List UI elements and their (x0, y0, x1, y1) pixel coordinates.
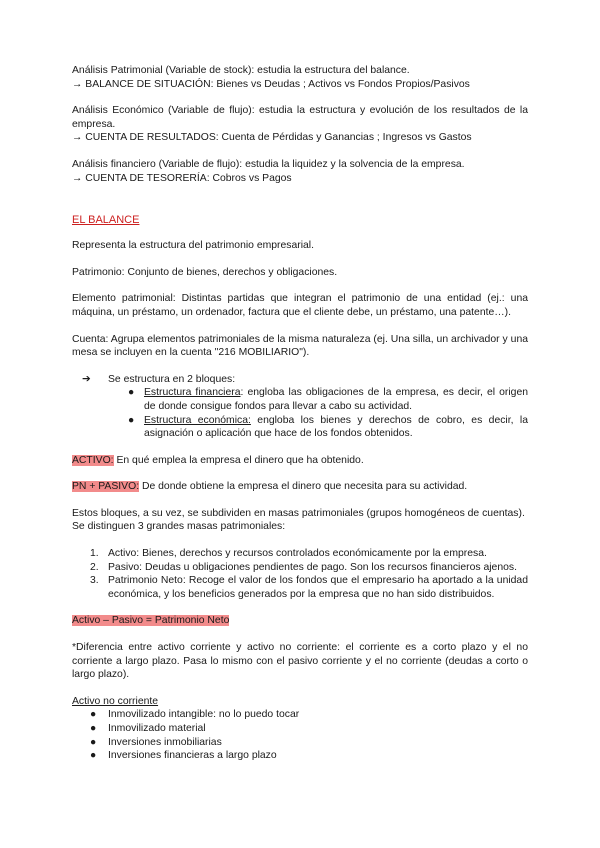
masas-intro: Estos bloques, a su vez, se subdividen en masas patrimoniales (grupos homogéneos de cuentas). Se distinguen 3 grandes masas patrimoniales: (72, 507, 525, 533)
list-item (72, 736, 528, 750)
bullet-icon: ● (128, 414, 135, 426)
list-item (72, 386, 528, 413)
section-heading-balance: EL BALANCE (72, 214, 140, 227)
arrow-icon: ➔ (82, 373, 91, 385)
list-item-text: Inversiones financieras a largo plazo (108, 750, 277, 762)
cuenta-resultados-line: → CUENTA DE RESULTADOS: Cuenta de Pérdidas y Ganancias ; Ingresos vs Gastos (72, 132, 472, 144)
document-page (72, 64, 528, 763)
estructura-economica-text: engloba los bienes y derechos de cobro, es decir, la asignación o aplicación que hace de los fondos obtenidos. (144, 414, 528, 440)
term-estructura-financiera: Estructura financiera (144, 387, 241, 399)
balance-representa: Representa la estructura del patrimonio empresarial. (72, 240, 314, 252)
analisis-financiero: Análisis financiero (Variable de flujo): estudia la liquidez y la solvencia de la empresa. (72, 158, 465, 170)
cuenta-tesoreria-line: → CUENTA DE TESORERÍA: Cobros vs Pagos (72, 172, 292, 184)
pn-pasivo-line (72, 480, 528, 494)
term-estructura-economica: Estructura económica: (144, 414, 251, 426)
activo-line (72, 454, 528, 468)
list-number: 1. (90, 548, 99, 560)
list-number: 2. (90, 561, 99, 573)
list-number: 3. (90, 575, 99, 587)
masa-text: Patrimonio Neto: Recoge el valor de los fondos que el empresario ha aportado a la unidad económica, y los beneficios generados por la empresa que no han sido distribuidos. (108, 575, 528, 600)
bloques-item (72, 373, 528, 387)
list-item-text: Inversiones inmobiliarias (108, 736, 222, 748)
list-item (72, 722, 528, 736)
definicion-elemento: Elemento patrimonial: Distintas partidas que integran el patrimonio de una entidad (ej.: una máquina, un préstamo, un ordenador, factura que el cliente debe, un préstamo, una patente…). (72, 293, 528, 318)
list-item-text: Inmovilizado intangible: no lo puedo tocar (108, 709, 300, 721)
bullet-icon: ● (128, 387, 135, 399)
list-item-text: Inmovilizado material (108, 723, 206, 734)
formula-line (72, 614, 528, 628)
activo-no-corriente-heading: Activo no corriente (72, 695, 159, 707)
estructura-financiera-text: : engloba las obligaciones de la empresa, es decir, el origen de donde consigue fondos para llevar a cabo su actividad. (144, 387, 528, 412)
masa-text: Activo: Bienes, derechos y recursos controlados económicamente por la empresa. (108, 548, 487, 560)
list-item (72, 749, 528, 763)
bullet-icon: ● (90, 723, 97, 734)
pn-pasivo-highlight: PN + PASIVO: (72, 481, 140, 493)
masas-list (72, 547, 528, 601)
bloques-list (72, 373, 528, 387)
estructura-list (72, 386, 528, 440)
balance-situacion-line: → BALANCE DE SITUACIÓN: Bienes vs Deudas ; Activos vs Fondos Propios/Pasivos (72, 78, 470, 90)
bullet-icon: ● (90, 750, 97, 762)
list-item (72, 574, 528, 601)
list-item (72, 547, 528, 561)
diferencia-nota: *Diferencia entre activo corriente y activo no corriente: el corriente es a corto plazo y el no corriente a largo plazo. Pasa lo mismo con el pasivo corriente y el no corriente (deudas a corto o largo plazo). (72, 642, 528, 681)
analisis-patrimonial: Análisis Patrimonial (Variable de stock): estudia la estructura del balance. (72, 65, 410, 76)
activo-highlight: ACTIVO: (72, 454, 114, 466)
masa-text: Pasivo: Deudas u obligaciones pendientes de pago. Son los recursos financieros ajenos. (108, 561, 517, 573)
bullet-icon: ● (90, 709, 97, 721)
bloques-label: Se estructura en 2 bloques: (108, 373, 236, 385)
bullet-icon: ● (90, 736, 97, 748)
pn-pasivo-text: De donde obtiene la empresa el dinero que necesita para su actividad. (139, 481, 468, 493)
activo-no-corriente-list (72, 708, 528, 762)
list-item (72, 414, 528, 441)
formula-highlight: Activo – Pasivo = Patrimonio Neto (72, 615, 230, 627)
list-item (72, 561, 528, 575)
analisis-economico: Análisis Económico (Variable de flujo): estudia la estructura y evolución de los resultados de la empresa. (72, 105, 528, 130)
definicion-cuenta: Cuenta: Agrupa elementos patrimoniales de la misma naturaleza (ej. Una silla, un archivador y una mesa se incluyen en la cuenta "216 MOBILIARIO"). (72, 333, 528, 359)
activo-text: En qué emplea la empresa el dinero que ha obtenido. (113, 454, 364, 466)
list-item (72, 708, 528, 722)
definicion-patrimonio: Patrimonio: Conjunto de bienes, derechos y obligaciones. (72, 266, 338, 278)
